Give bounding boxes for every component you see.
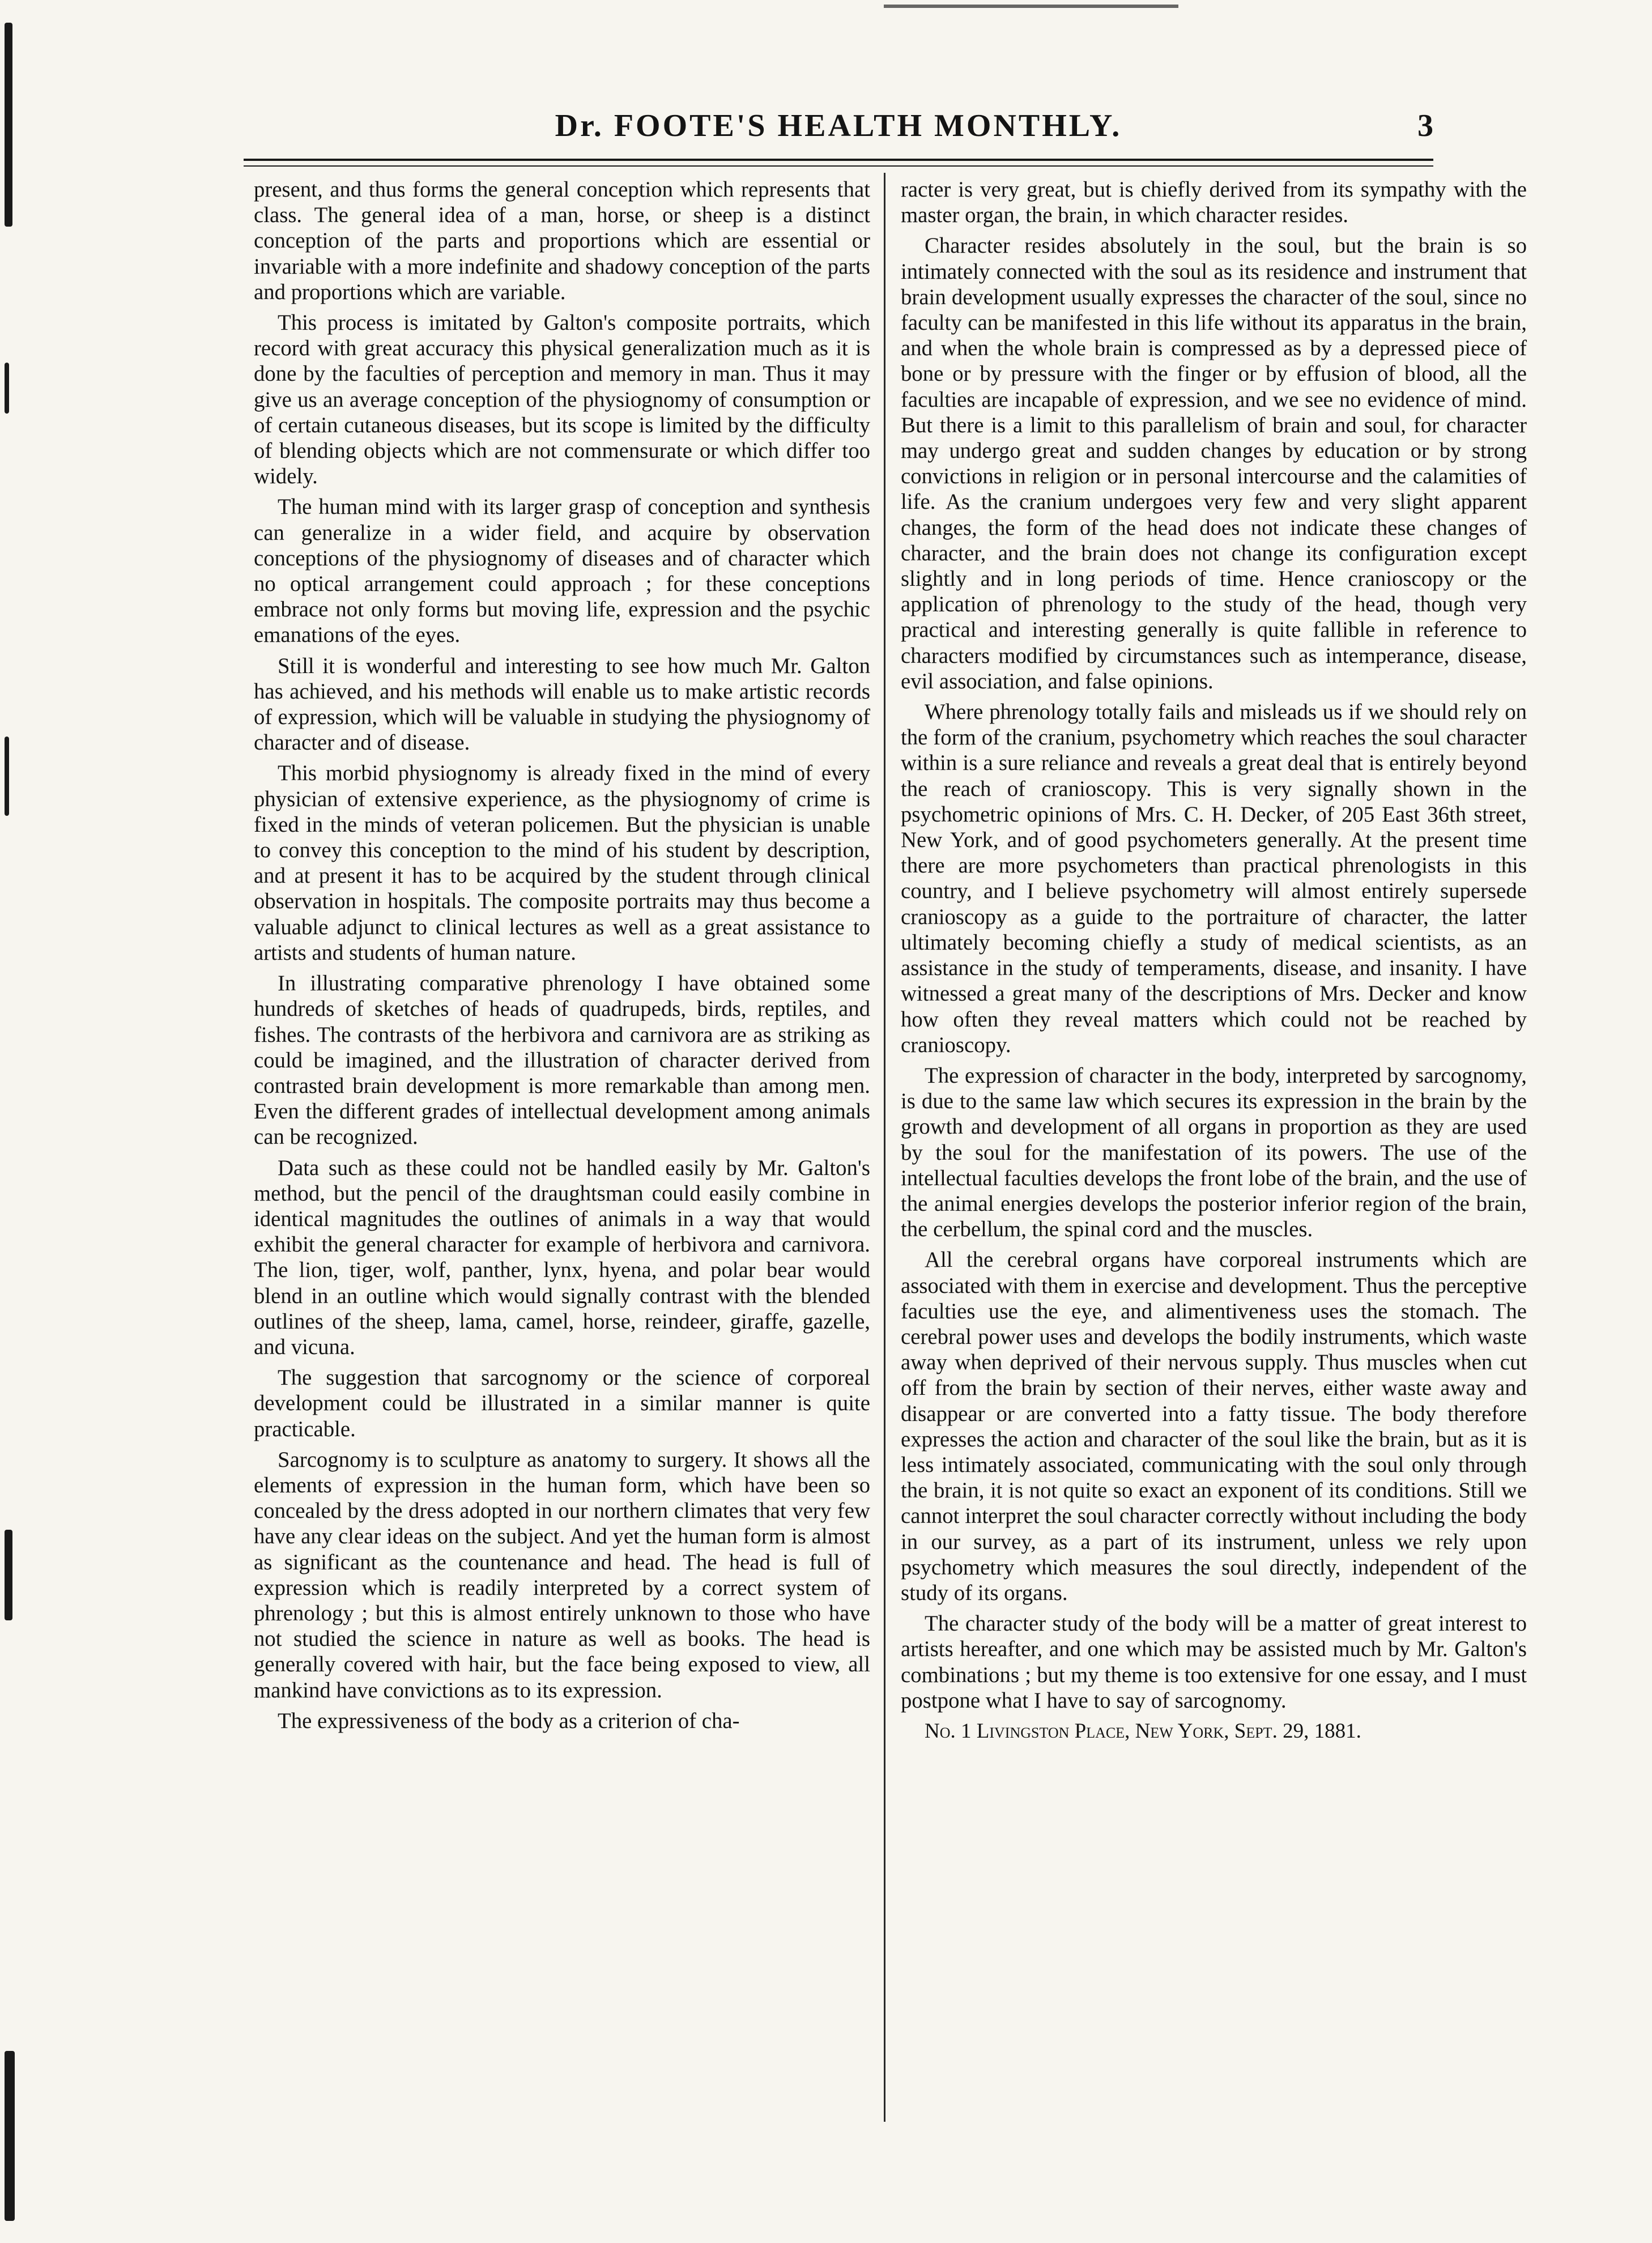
header-rule xyxy=(244,159,1433,161)
paragraph: The human mind with its larger grasp of conception and synthesis can generalize in a wider field, and acquire by observation conceptions of the physiognomy of diseases and of character which no optical arrangement could approach ; for these conceptions embrace not only forms but moving life, expression and the psychic emanations of the eyes. xyxy=(254,495,870,648)
scan-smudge xyxy=(884,5,1178,8)
scan-edge-mark xyxy=(5,363,9,414)
paragraph: This morbid physiognomy is already fixed in the mind of every physician of extensive experience, as the physiognomy of crime is fixed in the minds of veteran policemen. But the physician is unable to convey this conception to the mind of his student by description, and at present it has to be acquired by the student through clinical observation in hospitals. The composite portraits may thus become a valuable adjunct to clinical lectures as well as a great assistance to artists and students of human nature. xyxy=(254,761,870,965)
paragraph: present, and thus forms the general conception which represents that class. The general idea of a man, horse, or sheep is a distinct conception of the parts and proportions which are essential or invariable with a more indefinite and shadowy conception of the parts and proportions which are variable. xyxy=(254,177,870,304)
paragraph: Data such as these could not be handled easily by Mr. Galton's method, but the pencil of the draughtsman could easily combine in identical magnitudes the outlines of animals in a way that would exhibit the general character for example of herbivora and carnivora. The lion, tiger, wolf, panther, lynx, hyena, and polar bear would blend in an outline which would signally contrast with the blended outlines of the sheep, lama, camel, horse, reindeer, giraffe, gazelle, and vicuna. xyxy=(254,1155,870,1359)
paragraph: The expression of character in the body, interpreted by sarcognomy, is due to the same law which secures its expression in the brain by the growth and development of all organs in proportion as they are used by the soul for the manifestation of its powers. The use of the intellectual faculties develops the front lobe of the brain, and the use of the animal energies develops the posterior inferior region of the brain, the cerbellum, the spinal cord and the muscles. xyxy=(901,1063,1527,1242)
page-header xyxy=(244,108,1433,147)
running-title: Dr. FOOTE'S HEALTH MONTHLY. xyxy=(555,108,1122,143)
column-divider xyxy=(884,173,885,2122)
paragraph: The suggestion that sarcognomy or the science of corporeal development could be illustrated in a similar manner is quite practicable. xyxy=(254,1365,870,1441)
left-column xyxy=(254,177,870,1739)
scan-edge-mark xyxy=(5,1530,12,1620)
paragraph: racter is very great, but is chiefly derived from its sympathy with the master organ, the brain, in which character resides. xyxy=(901,177,1527,228)
scan-edge-mark xyxy=(5,2051,15,2221)
header-rule xyxy=(244,165,1433,167)
paragraph: All the cerebral organs have corporeal instruments which are associated with them in exercise and development. Thus the perceptive faculties use the eye, and alimentiveness uses the stomach. The cerebral power uses and develops the bodily instruments, which waste away when deprived of their nervous supply. Thus muscles when cut off from the brain by section of their nerves, either waste away and disappear or are converted into a fatty tissue. The body therefore expresses the action and character of the soul like the brain, but as it is less intimately associated, communicating with the soul only through the brain, it is not quite so exact an exponent of its conditions. Still we cannot interpret the soul character correctly without including the body in our survey, as a part of its instrument, unless we rely upon psychometry which measures the soul directly, independent of the study of its organs. xyxy=(901,1248,1527,1605)
paragraph: The character study of the body will be a matter of great interest to artists hereafter, and one which may be assisted much by Mr. Galton's combinations ; but my theme is too extensive for one essay, and I must postpone what I have to say of sarcognomy. xyxy=(901,1611,1527,1713)
paragraph: Character resides absolutely in the soul, but the brain is so intimately connected with the soul as its residence and instrument that brain development usually expresses the character of the soul, since no faculty can be manifested in this life without its apparatus in the brain, and when the whole brain is compressed as by a depressed piece of bone or by pressure with the finger or by effusion of blood, all the faculties are incapable of expression, and we see no evidence of mind. But there is a limit to this parallelism of brain and soul, for character may undergo great and sudden changes by education or by strong convictions in religion or in personal intercourse and the calamities of life. As the cranium undergoes very few and very slight apparent changes, the form of the head does not indicate these changes of character, and the brain does not change its configuration except slightly and in long periods of time. Hence cranioscopy or the application of phrenology to the study of the head, though very practical and interesting generally is quite fallible in reference to characters modified by circumstances such as intemperance, disease, evil association, and false opinions. xyxy=(901,233,1527,693)
paragraph: Still it is wonderful and interesting to see how much Mr. Galton has achieved, and his methods will enable us to make artistic records of expression, which will be valuable in studying the physiognomy of character and of disease. xyxy=(254,653,870,755)
paragraph: The expressiveness of the body as a criterion of cha- xyxy=(278,1708,740,1733)
paragraph: This process is imitated by Galton's composite portraits, which record with great accuracy this physical generalization much as it is done by the faculties of perception and memory in man. Thus it may give us an average conception of the physiognomy of consumption or of certain cutaneous diseases, but its scope is limited by the difficulty of blending objects which are not commensurate or which differ too widely. xyxy=(254,310,870,489)
paragraph: In illustrating comparative phrenology I have obtained some hundreds of sketches of heads of quadrupeds, birds, reptiles, and fishes. The contrasts of the herbivora and carnivora are as striking as could be imagined, and the illustration of character derived from contrasted brain development is more remarkable than among men. Even the different grades of intellectual development among animals can be recognized. xyxy=(254,971,870,1150)
scan-edge-mark xyxy=(5,23,12,227)
scan-edge-mark xyxy=(5,737,9,816)
author-address: No. 1 Livingston Place, New York, Sept. 29, 1881. xyxy=(925,1719,1361,1743)
paragraph: Where phrenology totally fails and misleads us if we should rely on the form of the cranium, psychometry which reaches the soul character within is a sure reliance and reveals a great deal that is entirely beyond the reach of cranioscopy. This is very signally shown in the psychometric opinions of Mrs. C. H. Decker, of 205 East 36th street, New York, and of good psychometers generally. At the present time there are more psychometers than practical phrenologists in this country, and I believe psychometry will almost entirely supersede cranioscopy as a guide to the portraiture of character, the latter ultimately becoming chiefly a study of medical scientists, as an assistance in the study of temperaments, disease, and insanity. I have witnessed a great many of the descriptions of Mrs. Decker and know how often they reveal matters which could not be reached by cranioscopy. xyxy=(901,700,1527,1057)
page-number: 3 xyxy=(1417,108,1433,143)
paragraph: Sarcognomy is to sculpture as anatomy to surgery. It shows all the elements of expression in the human form, which have been so concealed by the dress adopted in our northern climates that very few have any clear ideas on the subject. And yet the human form is almost as significant as the countenance and head. The head is full of expression which is readily interpreted by a correct system of phrenology ; but this is almost entirely unknown to those who have not studied the science in nature as well as books. The head is generally covered with hair, but the face being exposed to view, all mankind have convictions as to its expression. xyxy=(254,1447,870,1703)
right-column xyxy=(901,177,1527,1749)
